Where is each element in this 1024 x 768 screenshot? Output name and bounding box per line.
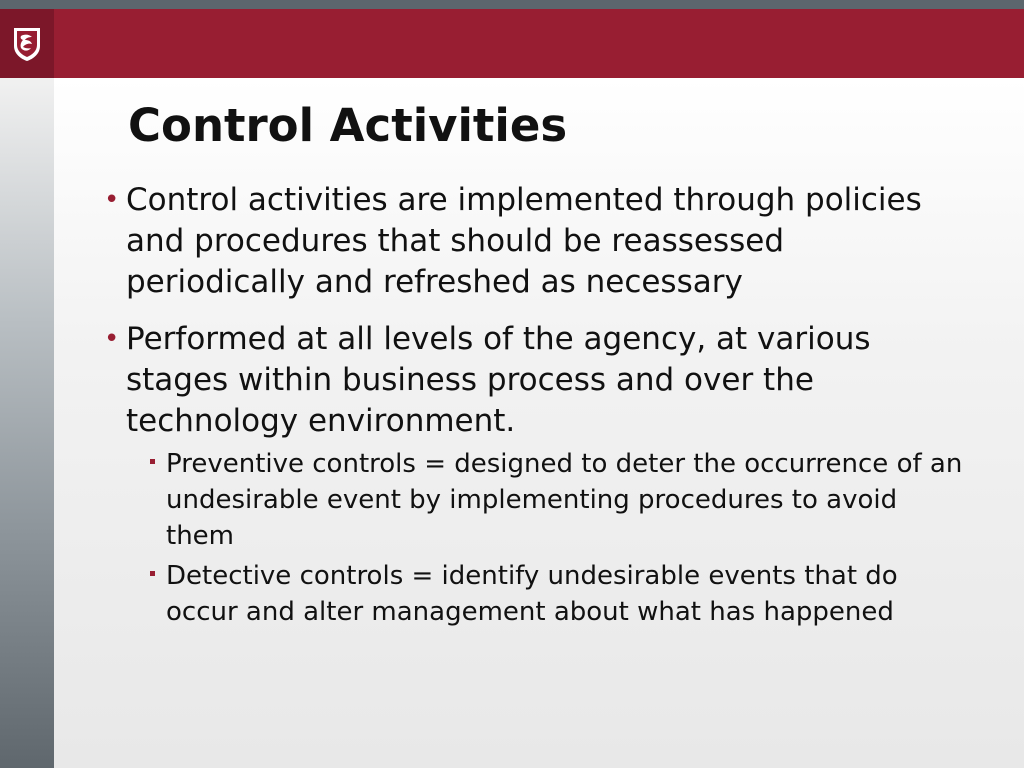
bullet-text: Performed at all levels of the agency, at various stages within business process and over the technology environment. — [126, 321, 871, 439]
sub-bullet-item — [144, 446, 964, 554]
bullet-list — [104, 180, 964, 646]
sub-bullet-list — [126, 446, 964, 630]
bullet-item — [104, 180, 964, 303]
logo — [0, 9, 54, 78]
slide-title: Control Activities — [128, 99, 568, 152]
square-bullet-icon — [150, 571, 155, 576]
header-band — [0, 9, 1024, 78]
sub-bullet-text: Detective controls = identify undesirable events that do occur and alter management about what has happened — [166, 561, 898, 627]
top-strip — [0, 0, 1024, 9]
bullet-text: Control activities are implemented through policies and procedures that should be reassessed periodically and refreshed as necessary — [126, 182, 922, 300]
cougar-shield-icon — [12, 26, 42, 62]
square-bullet-icon — [150, 459, 155, 464]
left-rail — [0, 78, 54, 768]
bullet-dot-icon: • — [104, 324, 120, 354]
bullet-dot-icon: • — [104, 185, 120, 215]
bullet-item — [104, 319, 964, 630]
sub-bullet-item — [144, 558, 964, 630]
sub-bullet-text: Preventive controls = designed to deter the occurrence of an undesirable event by implementing procedures to avoid them — [166, 449, 963, 551]
